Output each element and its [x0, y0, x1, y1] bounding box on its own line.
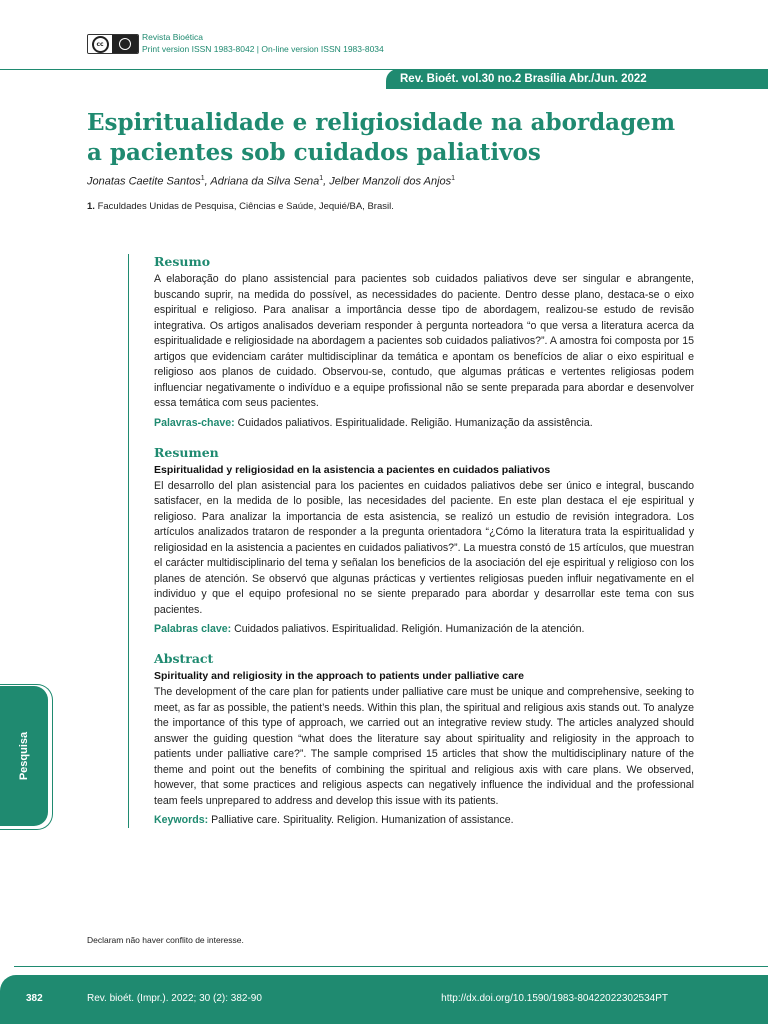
- keywords-text: Cuidados paliativos. Espiritualidad. Religión. Humanización de la atención.: [231, 623, 585, 635]
- journal-name: Revista Bioética: [142, 32, 203, 42]
- footer-rule: [14, 966, 768, 967]
- abstract-keywords: [154, 813, 694, 828]
- resumo-text: A elaboração do plano assistencial para pacientes sob cuidados paliativos deve ser singular e abrangente, buscando suprir, na medida do possível, as necessidades do paciente. Dentro desse plano, destaca-se o eixo espiritual e religioso. Para analisar a importância desse tipo de abordagem, realizou-se estudo de revisão integrativa. Os artigos analisados deveriam responder à pergunta norteadora “o que versa a literatura acerca da espiritualidade e religiosidade na abordagem a pacientes sob cuidados paliativos?”. A amostra foi composta por 15 artigos que evidenciam caráter multidisciplinar da temática e apontam os benefícios de aliar o eixo espiritual e religioso aos planos de cuidado. Observou-se, contudo, que algumas práticas e vertentes religiosas podem influenciar negativamente o indivíduo e a equipe profissional não se sente preparada para abordar e desenvolver essa temática com seus pacientes.: [154, 273, 694, 409]
- abstract-subtitle: Spirituality and religiosity in the approach to patients under palliative care: [154, 670, 524, 682]
- affiliation-number: 1.: [87, 201, 95, 212]
- author-name: Jelber Manzoli dos Anjos: [329, 175, 452, 188]
- affiliation: [87, 201, 394, 212]
- resumo-heading: Resumo: [154, 254, 211, 269]
- author-affiliation-mark: 1: [200, 175, 205, 182]
- keywords-label: Palabras clave:: [154, 623, 232, 635]
- cc-by-license-icon: cc: [87, 34, 139, 54]
- abstract-block: [128, 254, 694, 828]
- resumen-keywords: [154, 622, 694, 637]
- abstract-heading: Abstract: [154, 651, 214, 666]
- footer-citation: Rev. bioét. (Impr.). 2022; 30 (2): 382-90: [87, 993, 262, 1004]
- resumo-section: [154, 254, 694, 431]
- author-list: Jonatas Caetite Santos$^1$, Adriana da Silva Sena$^1$, Jelber Manzoli dos Anjos$^1$: [87, 175, 456, 188]
- keywords-text: Palliative care. Spirituality. Religion. Humanization of assistance.: [208, 814, 514, 826]
- resumen-text: El desarrollo del plan asistencial para los pacientes en cuidados paliativos debe ser único e integral, buscando satisfacer, en la medida de lo posible, las necesidades del paciente. En este plan destaca el eje espiritual y religioso. Para analizar la importancia de esta asistencia, se realizó un estudio de revisión integradora. Los artículos analizados trataron de responder a la pregunta orientadora “¿Cómo la literatura trata la espiritualidad y religiosidad en la asistencia a pacientes en cuidados paliativos?”. La muestra constó de 15 artículos, que muestran el carácter multidisciplinario del tema y señalan los beneficios de la asociación del eje espiritual y religioso con los planes de atención. Se observó que algunas prácticas y vertientes religiosas pueden influir negativamente en el individuo y que el equipo profesional no se siente preparado para abordar y desarrollar este tema con sus pacientes.: [154, 479, 694, 616]
- doi-link[interactable]: http://dx.doi.org/10.1590/1983-80422022302534PT: [441, 993, 668, 1004]
- author-name: Jonatas Caetite Santos: [87, 175, 201, 188]
- issn-line: Print version ISSN 1983-8042 | On-line version ISSN 1983-8034: [142, 44, 384, 54]
- abstract-text: The development of the care plan for patients under palliative care must be unique and comprehensive, seeking to meet, as far as possible, the patient’s needs. Within this plan, the spiritual and religious axis stands out. To analyze the importance of this type of approach, we carried out an integrative review study. The articles analyzed should answer the guiding question “what does the literature say about spirituality and religiosity in the approach to patients under palliative care?”. The sample comprised 15 articles that show the multidisciplinary nature of the theme and point out the benefits of combining the spiritual and religious axis with care plans. We observed, however, that some practices and religious aspects can negatively influence the individual and the professional team feels unprepared to address and develop this issue with its patients.: [154, 686, 694, 807]
- resumen-section: [154, 445, 694, 638]
- citation-label: Rev. Bioét. vol.30 no.2 Brasília Abr./Jun. 2022: [386, 69, 768, 89]
- keywords-label: Palavras-chave:: [154, 416, 235, 429]
- keywords-label: Keywords:: [154, 814, 209, 826]
- resumen-subtitle: Espiritualidad y religiosidad en la asistencia a pacientes en cuidados paliativos: [154, 463, 551, 476]
- author-name: Adriana da Silva Sena: [210, 175, 320, 188]
- author-affiliation-mark: 1: [451, 175, 456, 182]
- affiliation-text: Faculdades Unidas de Pesquisa, Ciências e Saúde, Jequié/BA, Brasil.: [97, 201, 394, 212]
- citation-bar: [0, 67, 768, 91]
- conflict-statement: Declaram não haver conflito de interesse.: [87, 935, 244, 945]
- author-affiliation-mark: 1: [319, 175, 324, 182]
- resumen-heading: Resumen: [154, 444, 219, 460]
- resumo-keywords: [154, 416, 694, 431]
- page-number: 382: [26, 993, 43, 1004]
- article-title: Espiritualidade e religiosidade na abordagem a pacientes sob cuidados paliativos: [87, 109, 676, 166]
- keywords-text: Cuidados paliativos. Espiritualidade. Religião. Humanização da assistência.: [234, 416, 593, 429]
- side-tab-label: Pesquisa: [18, 731, 30, 781]
- abstract-section: [154, 651, 694, 828]
